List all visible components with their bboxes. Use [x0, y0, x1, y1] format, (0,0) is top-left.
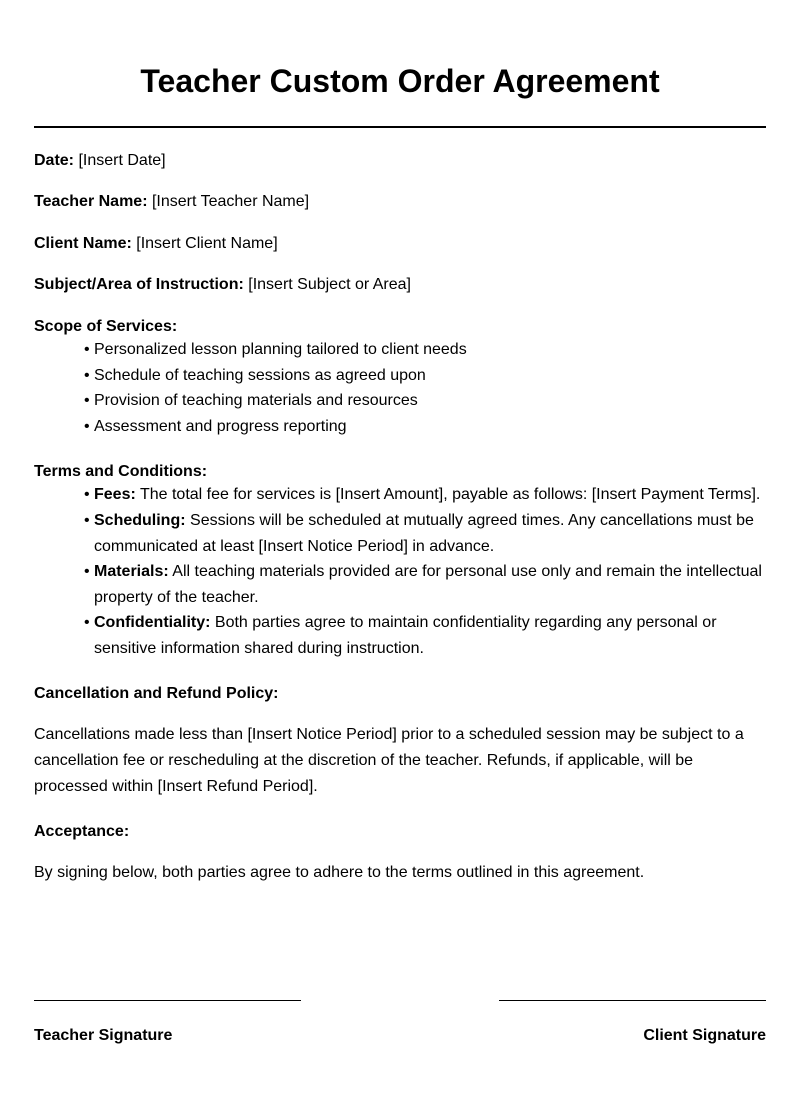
terms-item-text: All teaching materials provided are for personal use only and remain the intellectual property of the teacher.: [94, 563, 762, 606]
client-name-field: [34, 234, 766, 254]
terms-item-materials: [84, 559, 766, 610]
terms-item-confidentiality: [84, 610, 766, 661]
subject-field: [34, 275, 766, 295]
client-name-label: Client Name:: [34, 235, 132, 252]
terms-item-label: Confidentiality:: [94, 614, 211, 632]
scope-item: • Provision of teaching materials and resources: [84, 388, 766, 414]
title-divider: [34, 126, 766, 128]
scope-item: • Personalized lesson planning tailored to client needs: [84, 337, 766, 363]
terms-item-text: The total fee for services is [Insert Amount], payable as follows: [Insert Payment Terms].: [139, 486, 761, 504]
acceptance-text: By signing below, both parties agree to adhere to the terms outlined in this agreement.: [34, 863, 645, 881]
scope-item: • Schedule of teaching sessions as agreed upon: [84, 363, 766, 389]
client-name-value: [Insert Client Name]: [136, 235, 278, 252]
teacher-name-value: [Insert Teacher Name]: [151, 193, 310, 210]
subject-label: Subject/Area of Instruction:: [34, 276, 244, 293]
subject-value: [Insert Subject or Area]: [248, 276, 411, 293]
date-field: [34, 151, 766, 171]
teacher-name-field: [34, 192, 766, 212]
terms-item-text: Both parties agree to maintain confidentiality regarding any personal or sensitive information shared during instruction.: [94, 614, 717, 657]
teacher-signature-label: Teacher Signature: [34, 1027, 173, 1044]
scope-item: • Assessment and progress reporting: [84, 414, 766, 440]
client-signature-label: Client Signature: [643, 1027, 766, 1044]
scope-list: [34, 337, 766, 439]
acceptance-heading: Acceptance:: [34, 822, 130, 840]
cancellation-text: Cancellations made less than [Insert Notice Period] prior to a scheduled session may be subject to a cancellation fee or rescheduling at the discretion of the teacher. Refunds, if applicable, will be processed within [Insert Refund Period].: [34, 725, 744, 795]
document-title: Teacher Custom Order Agreement: [140, 63, 660, 99]
signature-lines: [34, 1000, 766, 1001]
cancellation-heading: Cancellation and Refund Policy:: [34, 684, 279, 702]
terms-item-label: Materials:: [94, 563, 169, 581]
terms-item-text: Sessions will be scheduled at mutually agreed times. Any cancellations must be communicated at least [Insert Notice Period] in advance.: [94, 511, 754, 555]
date-label: Date:: [34, 152, 75, 169]
terms-item-label: Scheduling:: [94, 511, 186, 529]
date-value: [Insert Date]: [78, 152, 166, 169]
terms-item-fees: [84, 482, 766, 508]
terms-item-scheduling: [84, 508, 766, 559]
terms-heading: Terms and Conditions:: [34, 463, 208, 481]
teacher-name-label: Teacher Name:: [34, 193, 148, 210]
client-signature-line: [499, 1000, 766, 1001]
scope-heading: Scope of Services:: [34, 318, 178, 335]
teacher-signature-line: [34, 1000, 301, 1001]
terms-list: [34, 482, 766, 661]
terms-item-label: Fees:: [94, 486, 136, 504]
